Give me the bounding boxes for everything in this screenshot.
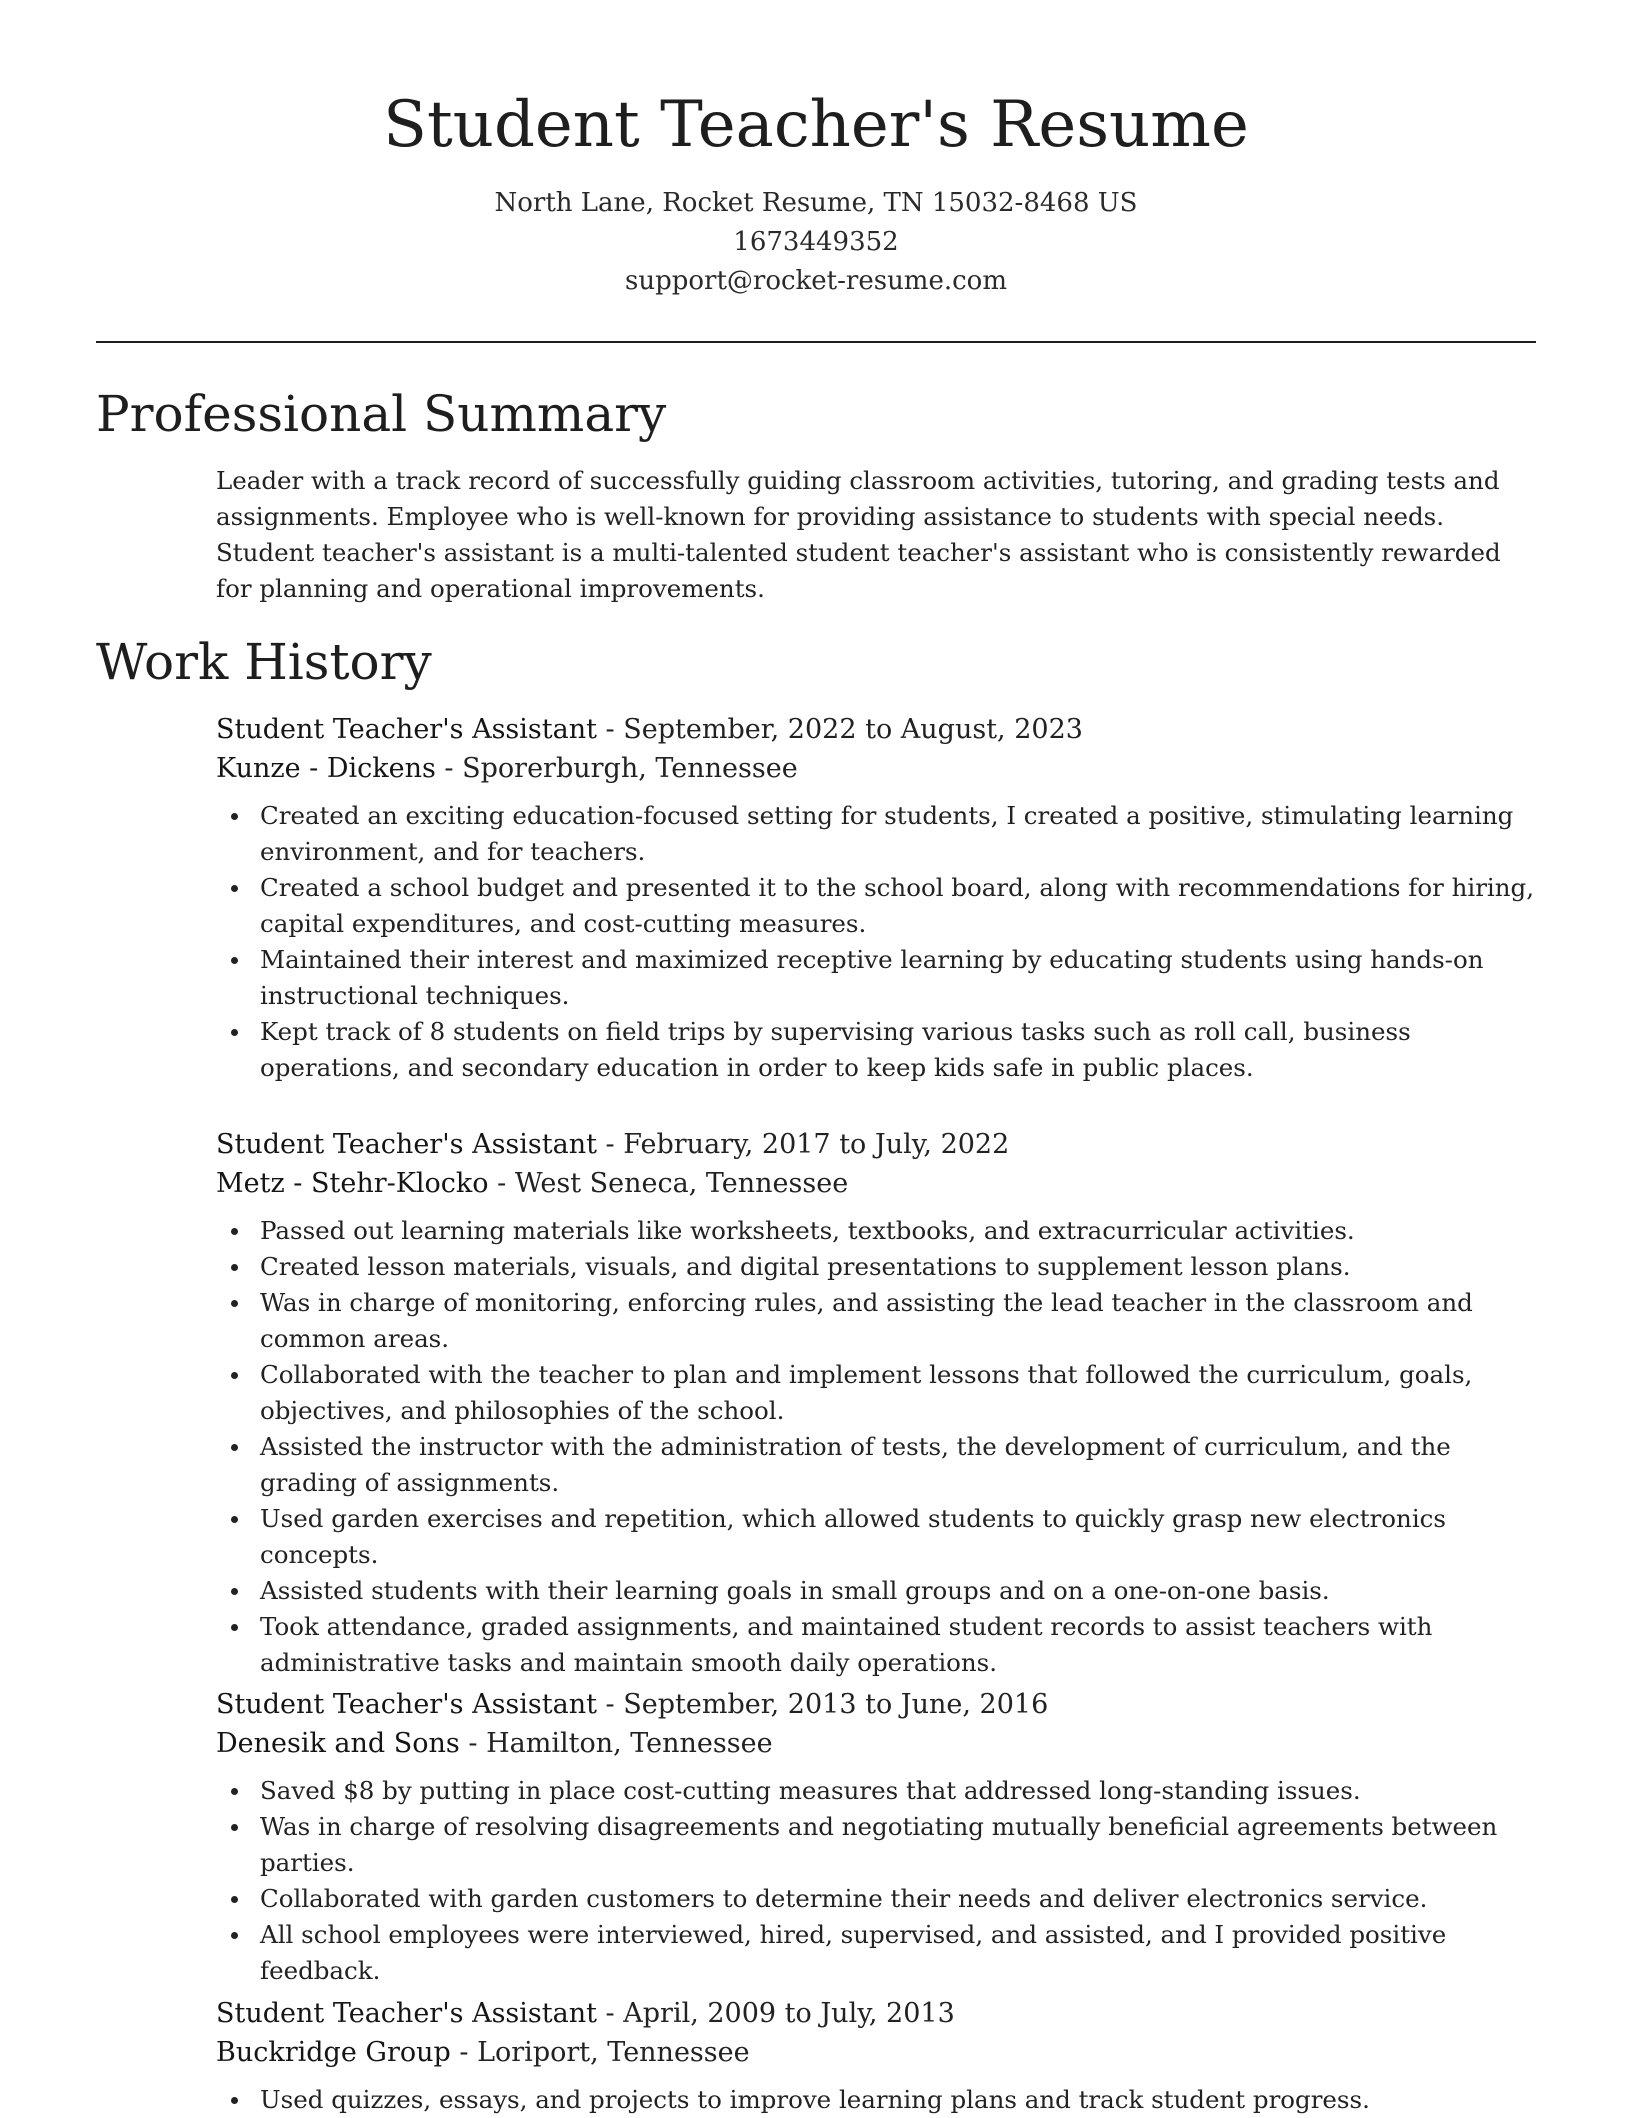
job-bullet: Created a school budget and presented it to the school board, along with recommendations for hiring, capital expenditures, and cost-cutting measures. xyxy=(216,870,1536,942)
job-bullet: Kept track of 8 students on field trips by supervising various tasks such as roll call, business operations, and secondary education in order to keep kids safe in public places. xyxy=(216,1014,1536,1086)
job-title-line: Student Teacher's Assistant - September, 2013 to June, 2016 xyxy=(216,1689,1049,1720)
job-bullets xyxy=(216,1773,1536,1989)
job-bullet: Passed out learning materials like worksheets, textbooks, and extracurricular activities. xyxy=(216,1213,1536,1249)
job-bullet: Created an exciting education-focused setting for students, I created a positive, stimulating learning environment, and for teachers. xyxy=(216,798,1536,870)
job-dates: February, 2017 to July, 2022 xyxy=(623,1129,1010,1160)
job-title-line: Student Teacher's Assistant - April, 2009 to July, 2013 xyxy=(216,1998,955,2029)
job-company: Buckridge Group xyxy=(216,2037,451,2068)
summary-text: Leader with a track record of successfully guiding classroom activities, tutoring, and grading tests and assignments. Employee who is well-known for providing assistance to students with special needs. Student teacher's assistant is a multi-talented student teacher's assistant who is consistently rewarded for planning and operational improvements. xyxy=(216,466,1501,603)
job-bullet: Created lesson materials, visuals, and digital presentations to supplement lesson plans. xyxy=(216,1249,1536,1285)
job-bullet: Was in charge of monitoring, enforcing rules, and assisting the lead teacher in the classroom and common areas. xyxy=(216,1285,1536,1357)
job-title-line: Student Teacher's Assistant - February, 2017 to July, 2022 xyxy=(216,1129,1010,1160)
job-dates: April, 2009 to July, 2013 xyxy=(623,1998,955,2029)
job-entry xyxy=(216,710,1536,1086)
job-company-line: Denesik and Sons - Hamilton, Tennessee xyxy=(216,1728,773,1759)
contact-email: support@rocket-resume.com xyxy=(624,266,1007,296)
job-title: Student Teacher's Assistant xyxy=(216,1998,597,2029)
job-bullets xyxy=(216,1213,1536,1681)
job-company-line: Kunze - Dickens - Sporerburgh, Tennessee xyxy=(216,753,798,784)
job-title: Student Teacher's Assistant xyxy=(216,714,597,745)
header-divider xyxy=(96,341,1536,343)
resume-header xyxy=(0,80,1632,301)
job-company: Metz - Stehr-Klocko xyxy=(216,1168,489,1199)
job-company: Denesik and Sons xyxy=(216,1728,460,1759)
job-bullet: Used quizzes, essays, and projects to improve learning plans and track student progress. xyxy=(216,2082,1536,2118)
job-bullets xyxy=(216,2082,1536,2118)
contact-address: North Lane, Rocket Resume, TN 15032-8468 US xyxy=(494,188,1138,218)
job-bullet: Collaborated with garden customers to determine their needs and deliver electronics service. xyxy=(216,1881,1536,1917)
job-dates: September, 2022 to August, 2023 xyxy=(623,714,1083,745)
job-bullet: Collaborated with the teacher to plan and implement lessons that followed the curriculum, goals, objectives, and philosophies of the school. xyxy=(216,1357,1536,1429)
job-bullet: Assisted the instructor with the administration of tests, the development of curriculum, and the grading of assignments. xyxy=(216,1429,1536,1501)
job-title-line: Student Teacher's Assistant - September, 2022 to August, 2023 xyxy=(216,714,1083,745)
job-dates: September, 2013 to June, 2016 xyxy=(623,1689,1049,1720)
job-bullet: All school employees were interviewed, hired, supervised, and assisted, and I provided positive feedback. xyxy=(216,1917,1536,1989)
job-company-line: Buckridge Group - Loriport, Tennessee xyxy=(216,2037,750,2068)
job-location: Sporerburgh, Tennessee xyxy=(462,753,798,784)
job-location: West Seneca, Tennessee xyxy=(514,1168,849,1199)
summary-heading: Professional Summary xyxy=(96,385,667,443)
job-location: Hamilton, Tennessee xyxy=(486,1728,773,1759)
job-bullet: Used garden exercises and repetition, which allowed students to quickly grasp new electronics concepts. xyxy=(216,1501,1536,1573)
job-bullet: Assisted students with their learning goals in small groups and on a one-on-one basis. xyxy=(216,1573,1536,1609)
job-bullets xyxy=(216,798,1536,1086)
work-history-heading: Work History xyxy=(96,633,432,691)
resume-name: Student Teacher's Resume xyxy=(383,88,1249,162)
job-title: Student Teacher's Assistant xyxy=(216,1689,597,1720)
job-bullet: Was in charge of resolving disagreements and negotiating mutually beneficial agreements between parties. xyxy=(216,1809,1536,1881)
job-company: Kunze - Dickens xyxy=(216,753,436,784)
contact-phone: 1673449352 xyxy=(733,227,899,257)
job-title: Student Teacher's Assistant xyxy=(216,1129,597,1160)
job-bullet: Saved $8 by putting in place cost-cutting measures that addressed long-standing issues. xyxy=(216,1773,1536,1809)
job-bullet: Took attendance, graded assignments, and maintained student records to assist teachers with administrative tasks and maintain smooth daily operations. xyxy=(216,1609,1536,1681)
job-location: Loriport, Tennessee xyxy=(477,2037,750,2068)
job-bullet: Maintained their interest and maximized receptive learning by educating students using hands-on instructional techniques. xyxy=(216,942,1536,1014)
job-entry xyxy=(216,1125,1536,1681)
job-company-line: Metz - Stehr-Klocko - West Seneca, Tennessee xyxy=(216,1168,849,1199)
job-entry xyxy=(216,1994,1536,2118)
job-entry xyxy=(216,1685,1536,1989)
